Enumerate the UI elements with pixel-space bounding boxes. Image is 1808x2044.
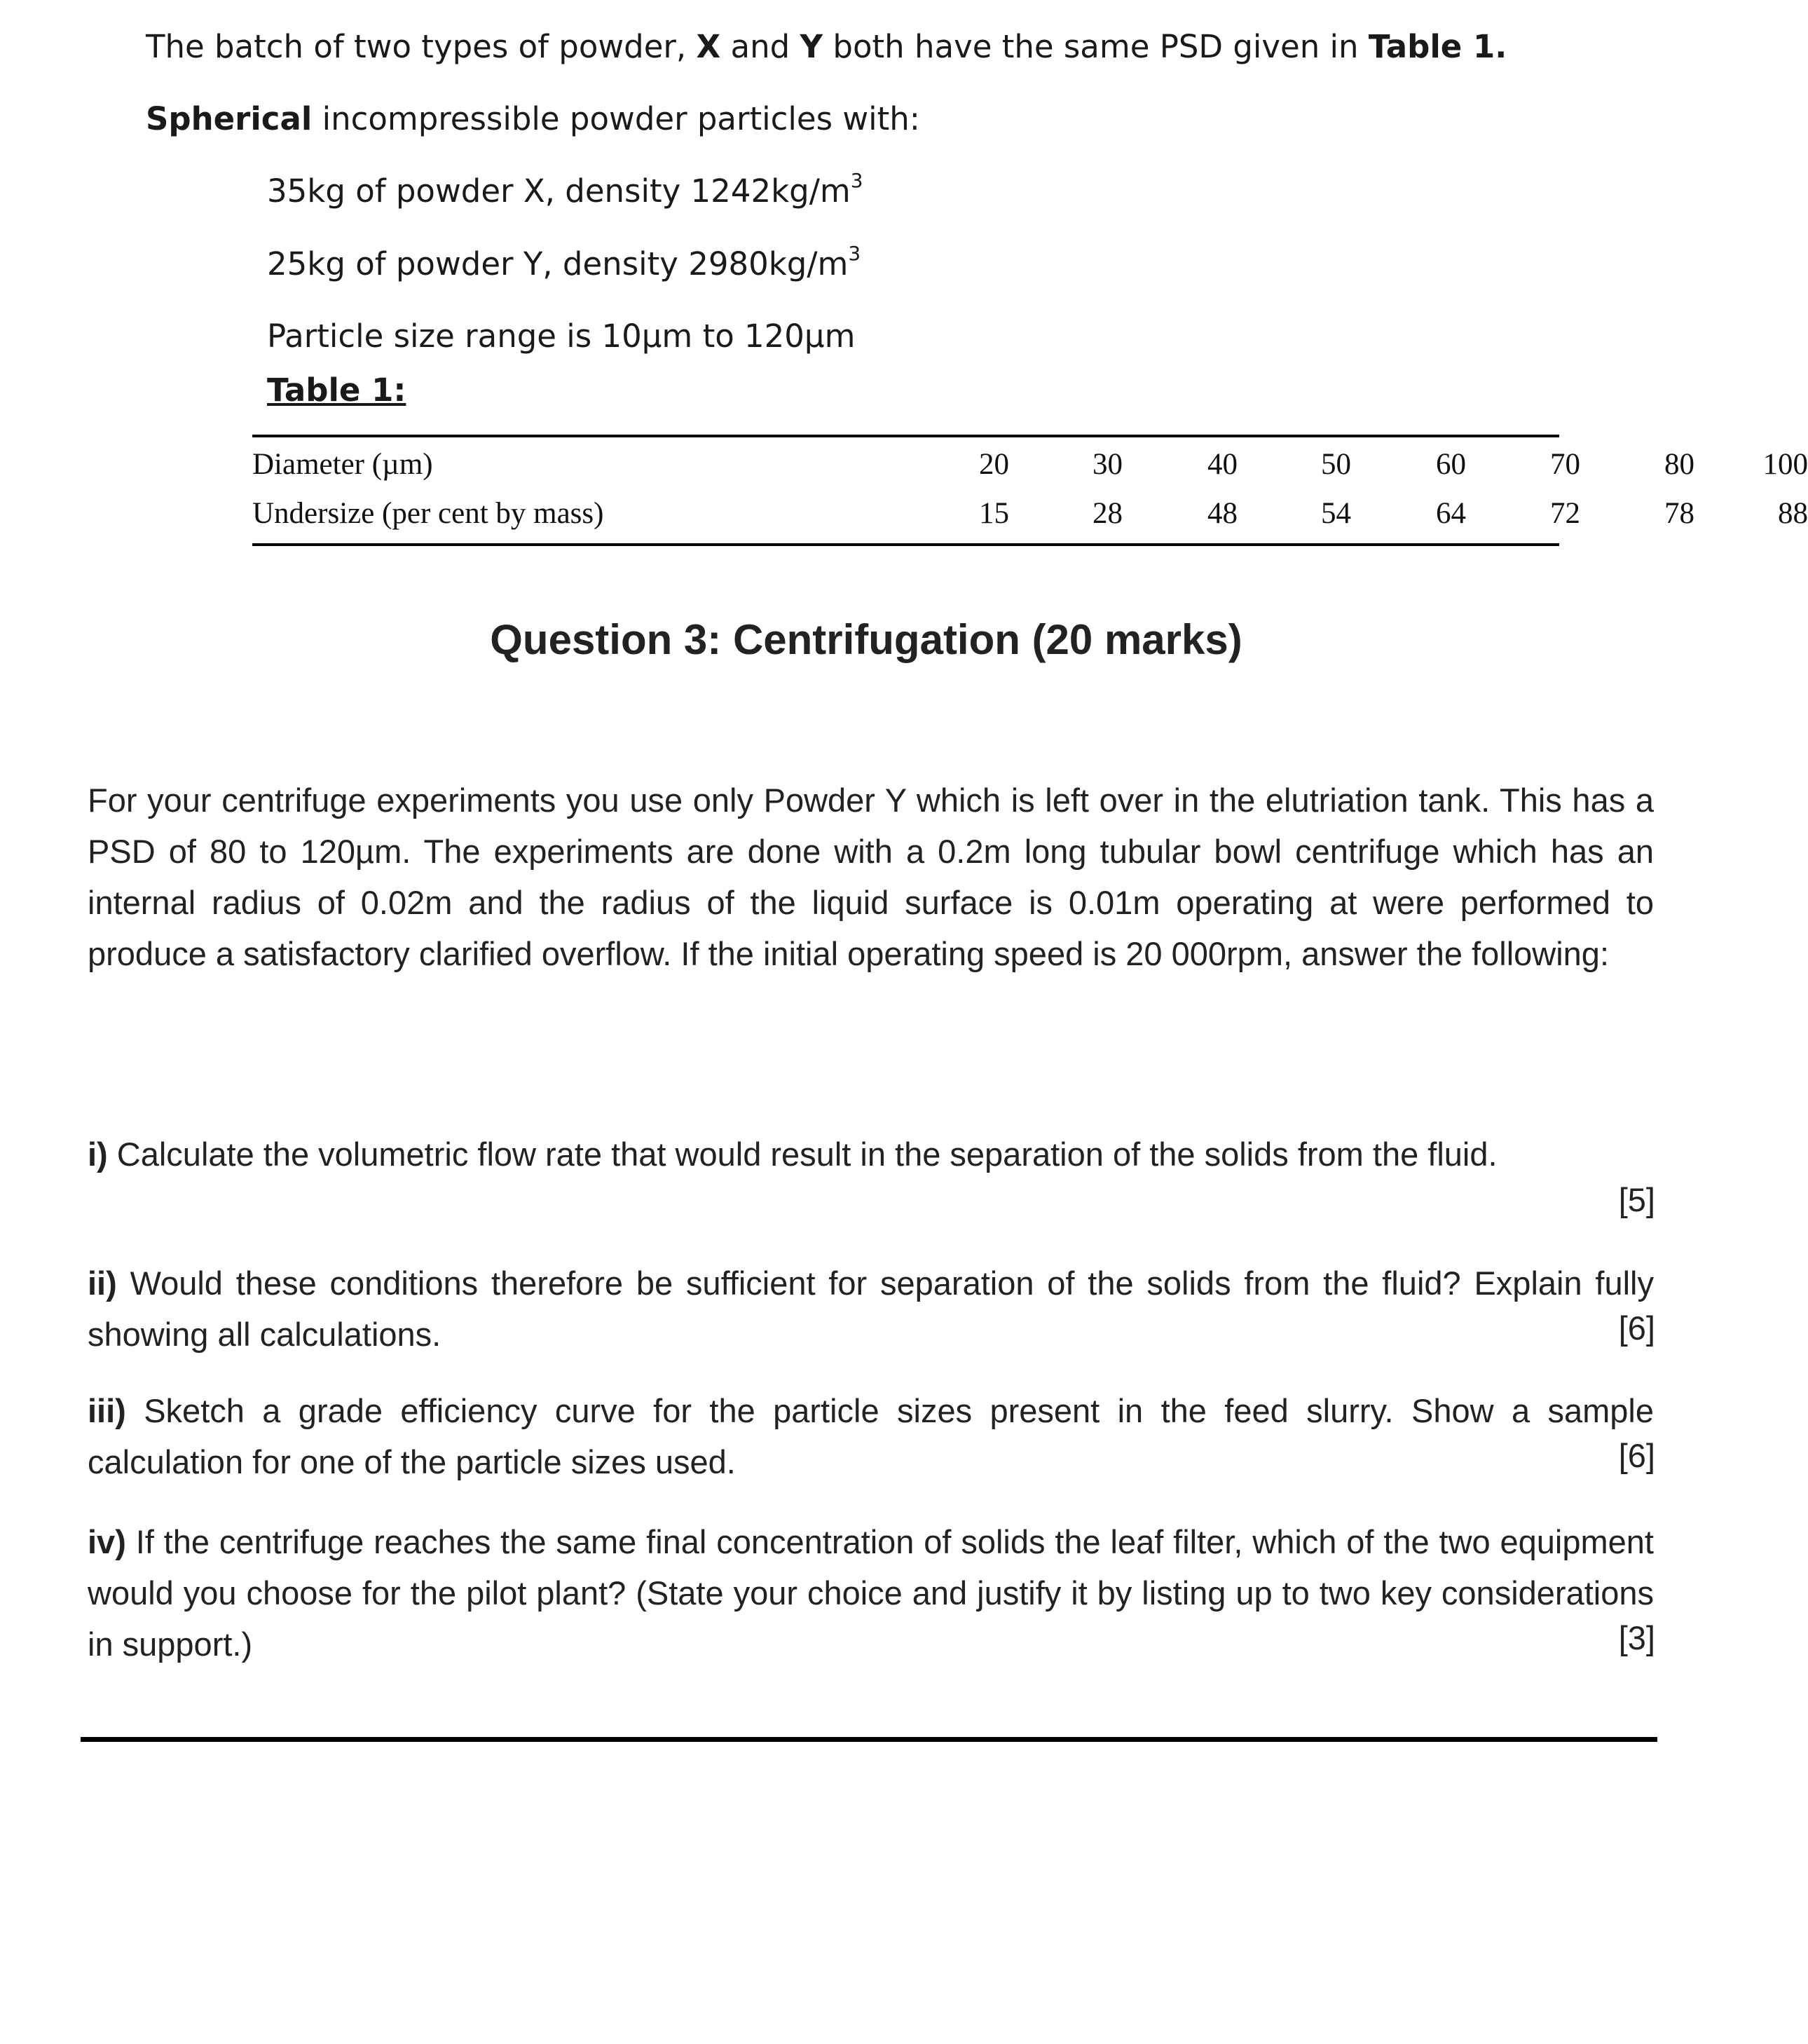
table-cell: 30 bbox=[1093, 448, 1123, 481]
powder-y-label: Y bbox=[800, 28, 823, 65]
marks-part-ii: [6] bbox=[1618, 1309, 1655, 1347]
intro-text: The batch of two types of powder, bbox=[146, 28, 697, 65]
spherical-label: Spherical bbox=[146, 100, 313, 137]
question-intro: For your centrifuge experiments you use only Powder Y which is left over in the elutriation tank. This has a PSD of 80 to 120µm. The experiments are done with a 0.2m long tubular bowl centrifuge which has an internal radius of 0.02m and the radius of the liquid surface is 0.01m operating at were performed to produce a satisfactory clarified overflow. If the initial operating speed is 20 000rpm, answer the following: bbox=[88, 782, 1654, 972]
question-part-i: i) Calculate the volumetric flow rate that would result in the separation of the solids from the fluid. bbox=[88, 1136, 1498, 1173]
powder-x-label: X bbox=[696, 28, 721, 65]
diameter-label: Diameter (µm) bbox=[252, 448, 433, 481]
table-cell: 78 bbox=[1664, 497, 1694, 530]
question-part-iii: iii) Sketch a grade efficiency curve for the particle sizes present in the feed slurry. Show a sample calculation for one of the particle sizes used. bbox=[88, 1392, 1654, 1480]
size-range: Particle size range is 10µm to 120µm bbox=[267, 318, 856, 355]
table-cell: 15 bbox=[979, 497, 1009, 530]
table-top-rule bbox=[252, 435, 1559, 437]
table-cell: 54 bbox=[1321, 497, 1351, 530]
question-title: Question 3: Centrifugation (20 marks) bbox=[490, 616, 1242, 663]
question-part-iv: iv) If the centrifuge reaches the same final concentration of solids the leaf filter, which of the two equipment would you choose for the pilot plant? (State your choice and justify it by listing up to two key considerations in support.) bbox=[88, 1523, 1654, 1663]
table-cell: 80 bbox=[1664, 448, 1694, 481]
marks-part-i: [5] bbox=[1618, 1181, 1655, 1218]
table-row-diameter bbox=[252, 447, 1808, 496]
table-cell: 40 bbox=[1207, 448, 1238, 481]
table-cell: 60 bbox=[1436, 448, 1466, 481]
intro-line-1 bbox=[146, 28, 1507, 65]
table-row-undersize bbox=[252, 496, 1808, 545]
table-cell: 50 bbox=[1321, 448, 1351, 481]
table-cell: 100 bbox=[1762, 448, 1808, 481]
table-reference: Table 1. bbox=[1368, 28, 1507, 65]
table-cell: 28 bbox=[1093, 497, 1123, 530]
intro-text: incompressible powder particles with: bbox=[312, 100, 920, 137]
section-divider bbox=[81, 1737, 1657, 1742]
marks-part-iv: [3] bbox=[1618, 1619, 1655, 1656]
intro-text: and bbox=[720, 28, 800, 65]
table-bottom-rule bbox=[252, 543, 1559, 546]
powder-x-spec: 35kg of powder X, density $1242kg/m^3$ bbox=[267, 169, 863, 210]
table-cell: 72 bbox=[1550, 497, 1580, 530]
intro-line-2 bbox=[146, 100, 920, 137]
powder-y-spec: 25kg of powder Y, density $2980kg/m^3$ bbox=[267, 242, 861, 282]
table-cell: 70 bbox=[1550, 448, 1580, 481]
intro-text: both have the same PSD given in bbox=[823, 28, 1369, 65]
table-label: Table 1: bbox=[267, 372, 406, 409]
marks-part-iii: [6] bbox=[1618, 1437, 1655, 1474]
question-part-ii: ii) Would these conditions therefore be sufficient for separation of the solids from the fluid? Explain fully showing all calculations. bbox=[88, 1265, 1654, 1353]
table-cell: 20 bbox=[979, 448, 1009, 481]
undersize-label: Undersize (per cent by mass) bbox=[252, 497, 604, 530]
table-cell: 88 bbox=[1778, 497, 1808, 530]
table-cell: 48 bbox=[1207, 497, 1238, 530]
table-cell: 64 bbox=[1436, 497, 1466, 530]
